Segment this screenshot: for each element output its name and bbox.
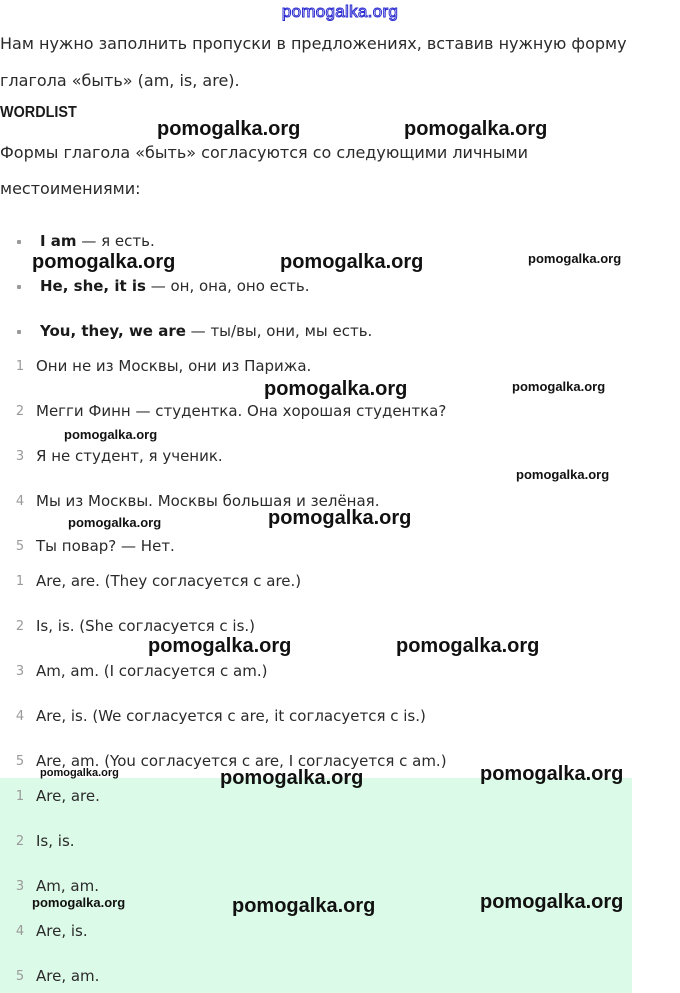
- list-number: 3: [15, 664, 25, 679]
- list-number: 3: [15, 879, 25, 894]
- bullet-marker: [17, 285, 21, 289]
- watermark: pomogalka.org: [264, 378, 408, 400]
- intro-line-1: Нам нужно заполнить пропуски в предложениях, вставив нужную форму: [0, 34, 627, 53]
- bullet-rest: — я есть.: [76, 232, 155, 250]
- watermark: pomogalka.org: [157, 118, 301, 140]
- watermark: pomogalka.org: [64, 427, 158, 442]
- bullet-bold: I am: [40, 232, 77, 250]
- wordlist-line-1: Формы глагола «быть» согласуются со следующими личными: [0, 143, 528, 162]
- answer-item: Are, is.: [36, 922, 88, 940]
- bullet-item: [40, 232, 155, 250]
- list-number: 1: [15, 789, 25, 804]
- watermark: pomogalka.org: [232, 895, 376, 917]
- list-number: 1: [15, 574, 25, 589]
- explanation-item: Are, is. (We согласуется с are, it согласуется с is.): [36, 707, 426, 725]
- list-number: 1: [15, 359, 25, 374]
- bullet-marker: [17, 330, 21, 334]
- watermark: pomogalka.org: [32, 251, 176, 273]
- explanation-item: Am, am. (I согласуется с am.): [36, 662, 268, 680]
- watermark: pomogalka.org: [480, 891, 624, 913]
- list-number: 5: [15, 969, 25, 984]
- list-number: 4: [15, 709, 25, 724]
- translation-item: Ты повар? — Нет.: [36, 537, 175, 555]
- watermark: pomogalka.org: [148, 635, 292, 657]
- watermark: pomogalka.org: [40, 767, 119, 779]
- list-number: 5: [15, 754, 25, 769]
- translation-item: Они не из Москвы, они из Парижа.: [36, 357, 312, 375]
- explanation-item: Are, are. (They согласуется с are.): [36, 572, 302, 590]
- list-number: 4: [15, 924, 25, 939]
- wordlist-line-2: местоимениями:: [0, 179, 141, 198]
- list-number: 2: [15, 404, 25, 419]
- watermark: pomogalka.org: [396, 635, 540, 657]
- watermark: pomogalka.org: [280, 251, 424, 273]
- watermark: pomogalka.org: [480, 763, 624, 785]
- answer-item: Am, am.: [36, 877, 99, 895]
- watermark: pomogalka.org: [512, 379, 606, 394]
- bullet-bold: He, she, it is: [40, 277, 146, 295]
- answer-item: Are, am.: [36, 967, 100, 985]
- watermark: pomogalka.org: [516, 467, 610, 482]
- bullet-rest: — ты/вы, они, мы есть.: [185, 322, 373, 340]
- bullet-item: [40, 322, 372, 340]
- watermark: pomogalka.org: [528, 251, 622, 266]
- answer-item: Are, are.: [36, 787, 100, 805]
- watermark: pomogalka.org: [268, 507, 412, 529]
- list-number: 2: [15, 834, 25, 849]
- explanation-item: Is, is. (She согласуется с is.): [36, 617, 256, 635]
- watermark: pomogalka.org: [404, 118, 548, 140]
- intro-line-2: глагола «быть» (am, is, are).: [0, 71, 240, 90]
- watermark: pomogalka.org: [32, 895, 126, 910]
- watermark: pomogalka.org: [68, 515, 162, 530]
- header-watermark: pomogalka.org: [281, 2, 399, 21]
- list-number: 2: [15, 619, 25, 634]
- list-number: 5: [15, 539, 25, 554]
- watermark: pomogalka.org: [220, 767, 364, 789]
- explanation-item: Are, am. (You согласуется с are, I согласуется с am.): [36, 752, 447, 770]
- bullet-bold: You, they, we are: [40, 322, 186, 340]
- list-number: 4: [15, 494, 25, 509]
- answer-item: Is, is.: [36, 832, 75, 850]
- list-number: 3: [15, 449, 25, 464]
- bullet-rest: — он, она, оно есть.: [145, 277, 310, 295]
- translation-item: Мы из Москвы. Москвы большая и зелёная.: [36, 492, 380, 510]
- wordlist-heading: WORDLIST: [0, 104, 77, 121]
- translation-item: Я не студент, я ученик.: [36, 447, 223, 465]
- translation-item: Мегги Финн — студентка. Она хорошая студентка?: [36, 402, 447, 420]
- bullet-marker: [17, 240, 21, 244]
- bullet-item: [40, 277, 309, 295]
